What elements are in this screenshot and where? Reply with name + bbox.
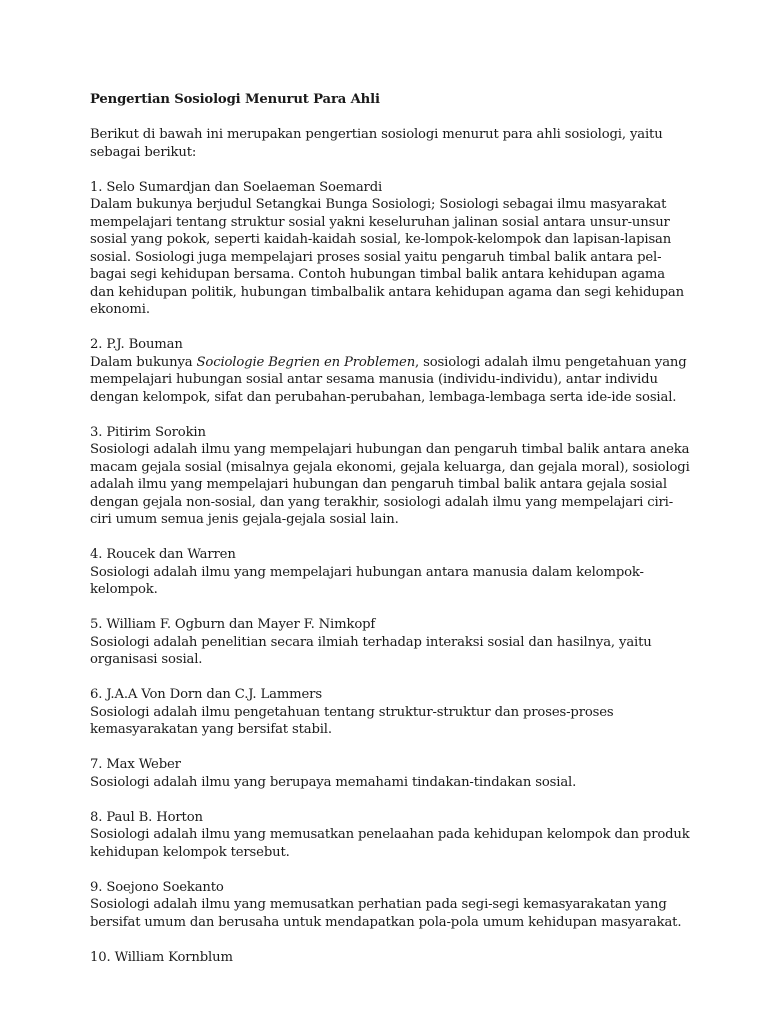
entry-heading: 6. J.A.A Von Dorn dan C.J. Lammers [90,687,322,702]
entry-heading: 3. Pitirim Sorokin [90,424,206,440]
intro-paragraph: Berikut di bawah ini merupakan pengertian sosiologi menurut para ahli sosiologi, yaitu sebagai berikut: [90,127,663,160]
entry-heading: 8. Paul B. Horton [90,809,203,825]
entry-text [90,354,690,407]
list-item-pitirim-sorokin [90,424,690,529]
list-item-pj-bouman [90,336,690,406]
list-item-ogburn-nimkopf [90,616,690,669]
list-item-paul-horton [90,809,690,862]
list-item-roucek-warren [90,546,690,599]
list-item-von-dorn-lammers [90,686,690,739]
entry-text: Sosiologi adalah ilmu yang mempelajari hubungan antara manusia dalam kelompok-kelompok. [90,564,644,597]
entry-text: Sosiologi adalah ilmu yang memusatkan penelaahan pada kehidupan kelompok dan produk kehidupan kelompok tersebut. [90,827,690,860]
book-title: Sociologie Begrien en Problemen [196,354,416,370]
entry-text-before: Dalam bukunya [90,354,197,370]
entry-heading: 5. William F. Ogburn dan Mayer F. Nimkopf [90,617,376,632]
entry-text: Dalam bukunya berjudul Setangkai Bunga Sosiologi; Sosiologi sebagai ilmu masyarakat mempelajari tentang struktur sosial yakni keseluruhan jalinan sosial antara unsur-unsur sosial yang pokok, seperti kaidah-kaidah sosial, ke-lompok-kelompok dan lapisan-lapisan sosial. Sosiologi juga mempelajari proses sosial yaitu pengaruh timbal balik antara pel-bagai segi kehidupan bersama. Contoh hubungan timbal balik antara kehidupan agama dan kehidupan politik, hubungan timbalbalik antara kehidupan agama dan segi kehidupan ekonomi. [90,197,684,317]
document-page [90,91,690,984]
entry-heading: 4. Roucek dan Warren [90,547,236,562]
entry-heading: 2. P.J. Bouman [90,337,183,352]
entry-heading: 7. Max Weber [90,757,181,772]
entry-text: Sosiologi adalah ilmu yang berupaya memahami tindakan-tindakan sosial. [90,774,577,790]
entry-text-after: , sosiologi adalah ilmu pengetahuan yang mempelajari hubungan sosial antar sesama manusia (individu-individu), antar individu dengan kelompok, sifat dan perubahan-perubahan, lembaga-lembaga serta ide-ide sosial. [90,354,687,405]
entry-text: Sosiologi adalah ilmu yang mempelajari hubungan dan pengaruh timbal balik antara aneka macam gejala sosial (misalnya gejala ekonomi, gejala keluarga, dan gejala moral), sosiologi adalah ilmu yang mempelajari hubungan dan pengaruh timbal balik antara gejala sosial dengan gejala non-sosial, dan yang terakhir, sosiologi adalah ilmu yang mempelajari ciri-ciri umum semua jenis gejala-gejala sosial lain. [90,442,690,527]
list-item-william-kornblum [90,949,690,967]
entry-heading: 9. Soejono Soekanto [90,879,224,895]
entry-heading: 1. Selo Sumardjan dan Soelaeman Soemardi [90,179,383,195]
entry-text: Sosiologi adalah penelitian secara ilmiah terhadap interaksi sosial dan hasilnya, yaitu organisasi sosial. [90,634,652,667]
list-item-selo-sumardjan [90,179,690,319]
entry-text: Sosiologi adalah ilmu pengetahuan tentang struktur-struktur dan proses-proses kemasyarakatan yang bersifat stabil. [90,704,614,737]
document-title: Pengertian Sosiologi Menurut Para Ahli [90,92,380,107]
entry-text: Sosiologi adalah ilmu yang memusatkan perhatian pada segi-segi kemasyarakatan yang bersifat umum dan berusaha untuk mendapatkan pola-pola umum kehidupan masyarakat. [90,897,682,930]
list-item-max-weber [90,756,690,791]
entry-heading: 10. William Kornblum [90,949,233,965]
list-item-soejono-soekanto [90,879,690,932]
